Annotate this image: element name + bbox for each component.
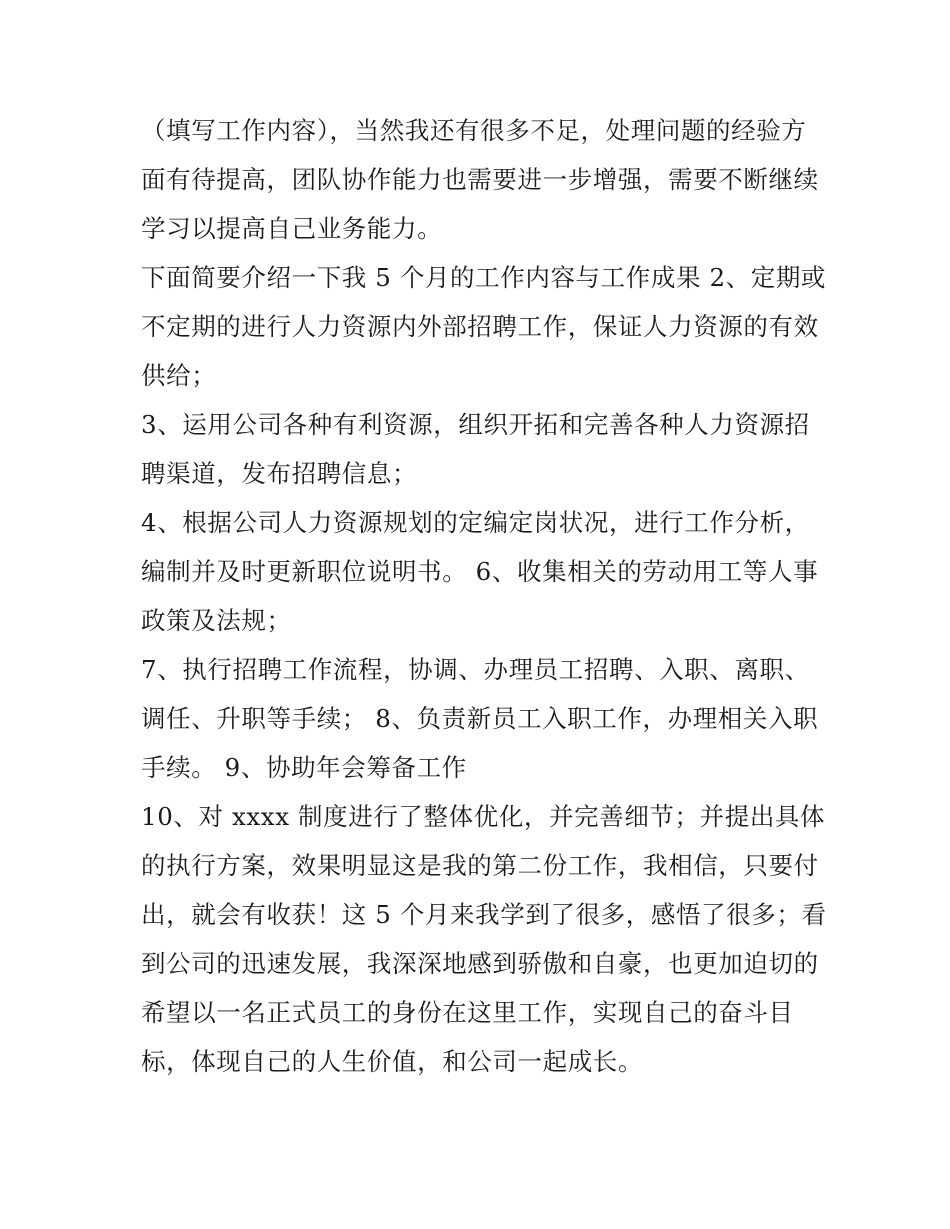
text-line: 面有待提高，团队协作能力也需要进一步增强，需要不断继续 xyxy=(141,165,819,194)
paragraph-work-intro xyxy=(141,253,827,400)
text-line: 标，体现自己的人生价值，和公司一起成长。 xyxy=(141,1047,643,1076)
text-line: 调任、升职等手续； 8、负责新员工入职工作，办理相关入职 xyxy=(141,704,819,733)
paragraph-item-4 xyxy=(141,498,819,645)
text-line: 编制并及时更新职位说明书。 6、收集相关的劳动用工等人事 xyxy=(141,557,819,586)
text-line: 学习以提高自己业务能力。 xyxy=(141,214,443,243)
text-line: 出，就会有收获！这 5 个月来我学到了很多，感悟了很多；看 xyxy=(141,900,827,929)
document-body xyxy=(141,106,827,1086)
paragraph-work-summary xyxy=(141,106,819,253)
text-line: 3、运用公司各种有利资源，组织开拓和完善各种人力资源招 xyxy=(141,410,810,439)
paragraph-item-10 xyxy=(141,792,827,1086)
paragraph-item-7 xyxy=(141,645,819,792)
text-line: 聘渠道，发布招聘信息； xyxy=(141,459,418,488)
text-line: 希望以一名正式员工的身份在这里工作，实现自己的奋斗目 xyxy=(141,998,794,1027)
text-line: 手续。 9、协助年会筹备工作 xyxy=(141,753,467,782)
text-line: 的执行方案，效果明显这是我的第二份工作，我相信，只要付 xyxy=(141,851,819,880)
text-line: 7、执行招聘工作流程，协调、办理员工招聘、入职、离职、 xyxy=(141,655,810,684)
text-line: （填写工作内容），当然我还有很多不足，处理问题的经验方 xyxy=(141,116,807,145)
text-line: 到公司的迅速发展，我深深地感到骄傲和自豪，也更加迫切的 xyxy=(141,949,819,978)
text-line: 不定期的进行人力资源内外部招聘工作，保证人力资源的有效 xyxy=(141,312,819,341)
text-line: 下面简要介绍一下我 5 个月的工作内容与工作成果 2、定期或 xyxy=(141,263,827,292)
text-line: 供给； xyxy=(141,361,217,390)
paragraph-item-3 xyxy=(141,400,813,498)
text-line: 政策及法规； xyxy=(141,606,292,635)
text-line: 10、对 xxxx 制度进行了整体优化，并完善细节；并提出具体 xyxy=(141,802,826,831)
text-line: 4、根据公司人力资源规划的定编定岗状况，进行工作分析， xyxy=(141,508,810,537)
